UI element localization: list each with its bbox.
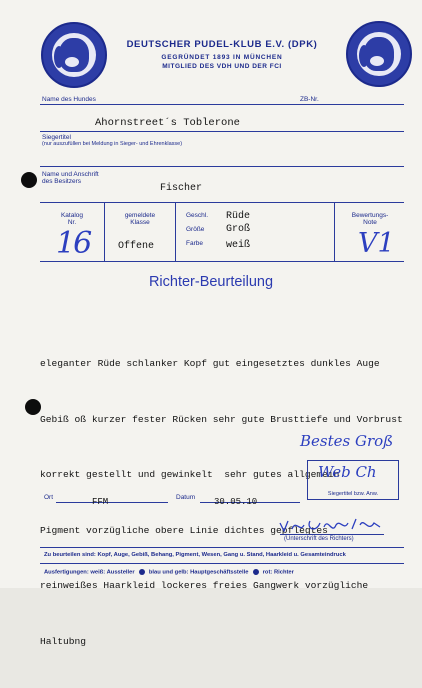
owner-label-2: des Besitzers	[42, 178, 82, 185]
class-value: Offene	[118, 241, 155, 252]
zb-number-label: ZB-Nr.	[300, 96, 319, 103]
club-seal-left	[41, 22, 107, 88]
class-label-2: Klasse	[130, 219, 150, 226]
judging-criteria: Zu beurteilen sind: Kopf, Auge, Gebiß, Behang, Pigment, Wesen, Gang u. Stand, Haarkleid u. Gesamteindruck	[44, 552, 346, 558]
grade-value: V1	[358, 228, 395, 259]
award-handwriting-primary: Bestes Groß	[300, 432, 394, 450]
size-value: Groß	[226, 224, 251, 235]
signature-label: (Unterschrift des Richters)	[284, 536, 354, 542]
membership-line: MITGLIED DES VDH UND DER FCI	[162, 63, 282, 70]
sex-value: Rüde	[226, 211, 251, 222]
title-label: Siegertitel	[42, 134, 71, 141]
grid-rule-bottom	[40, 261, 404, 262]
dog-name-label: Name des Hundes	[42, 96, 96, 103]
signature-rule	[280, 534, 384, 535]
place-label: Ort	[44, 494, 54, 501]
catalog-label-1: Katalog	[60, 212, 84, 219]
evaluation-line: Pigment vorzügliche obere Linie dichtes gepflegtes	[40, 524, 328, 536]
copy-blue: blau und gelb: Hauptgeschäftsstelle	[148, 569, 249, 576]
award-box-label: Siegertitel bzw. Anw.	[327, 491, 379, 497]
date-label: Datum	[176, 494, 196, 501]
evaluation-line: Haltubng	[40, 635, 87, 647]
bullet-icon	[253, 569, 259, 575]
footer-rule-bottom	[40, 563, 404, 564]
evaluation-line: korrekt gestellt und gewinkelt sehr gutes allgemein	[40, 469, 340, 480]
evaluation-line: reinweißes Haarkleid lockeres freies Gangwerk vorzügliche	[40, 580, 369, 591]
grid-divider-1	[104, 202, 105, 261]
evaluation-line: eleganter Rüde schlanker Kopf gut eingesetztes dunkles Auge	[40, 358, 380, 369]
evaluation-title: Richter-Beurteilung	[148, 274, 274, 290]
punch-hole-bottom	[25, 399, 41, 415]
sex-label: Geschl.	[186, 212, 209, 219]
punch-hole-top	[21, 172, 37, 188]
bullet-icon	[139, 569, 145, 575]
title-note: (nur auszufüllen bei Meldung in Sieger- und Ehrenklasse)	[42, 141, 183, 147]
grid-divider-2	[175, 202, 176, 261]
copies-prefix: Ausfertigungen:	[44, 569, 89, 576]
award-handwriting-2: Web Ch	[318, 463, 377, 481]
color-value: weiß	[226, 240, 251, 251]
dog-name-rule	[40, 131, 404, 132]
class-label-1: gemeldete	[124, 212, 156, 219]
owner-label-1: Name und Anschrift	[42, 171, 99, 178]
place-rule	[56, 502, 168, 503]
founded-line: GEGRÜNDET 1893 IN MÜNCHEN	[161, 54, 283, 61]
owner-name-value: Fischer	[160, 183, 203, 194]
grid-divider-3	[334, 202, 335, 261]
grade-label-1: Bewertungs-	[351, 212, 389, 219]
size-label: Größe	[186, 226, 205, 233]
dog-name-rule-top	[40, 104, 404, 105]
owner-rule	[40, 202, 404, 203]
date-value: 30.05.10	[214, 497, 258, 507]
grade-label-2: Note	[363, 219, 377, 226]
footer-rule-top	[40, 547, 404, 548]
copies-line	[44, 569, 294, 577]
club-seal-right	[346, 21, 412, 87]
place-value: FFM	[92, 497, 109, 507]
color-label: Farbe	[186, 240, 203, 247]
title-rule	[40, 166, 404, 167]
dog-name-value: Ahornstreet´s Toblerone	[95, 117, 240, 129]
catalog-number-value: 16	[56, 226, 91, 261]
copy-white: weiß: Aussteller	[90, 569, 135, 576]
catalog-label-2: Nr.	[67, 219, 77, 226]
evaluation-line: Gebiß oß kurzer fester Rücken sehr gute Brusttiefe und Vorbrust	[40, 413, 403, 425]
copy-red: rot: Richter	[262, 569, 294, 576]
club-name: DEUTSCHER PUDEL-KLUB E.V. (DPK)	[126, 39, 318, 50]
